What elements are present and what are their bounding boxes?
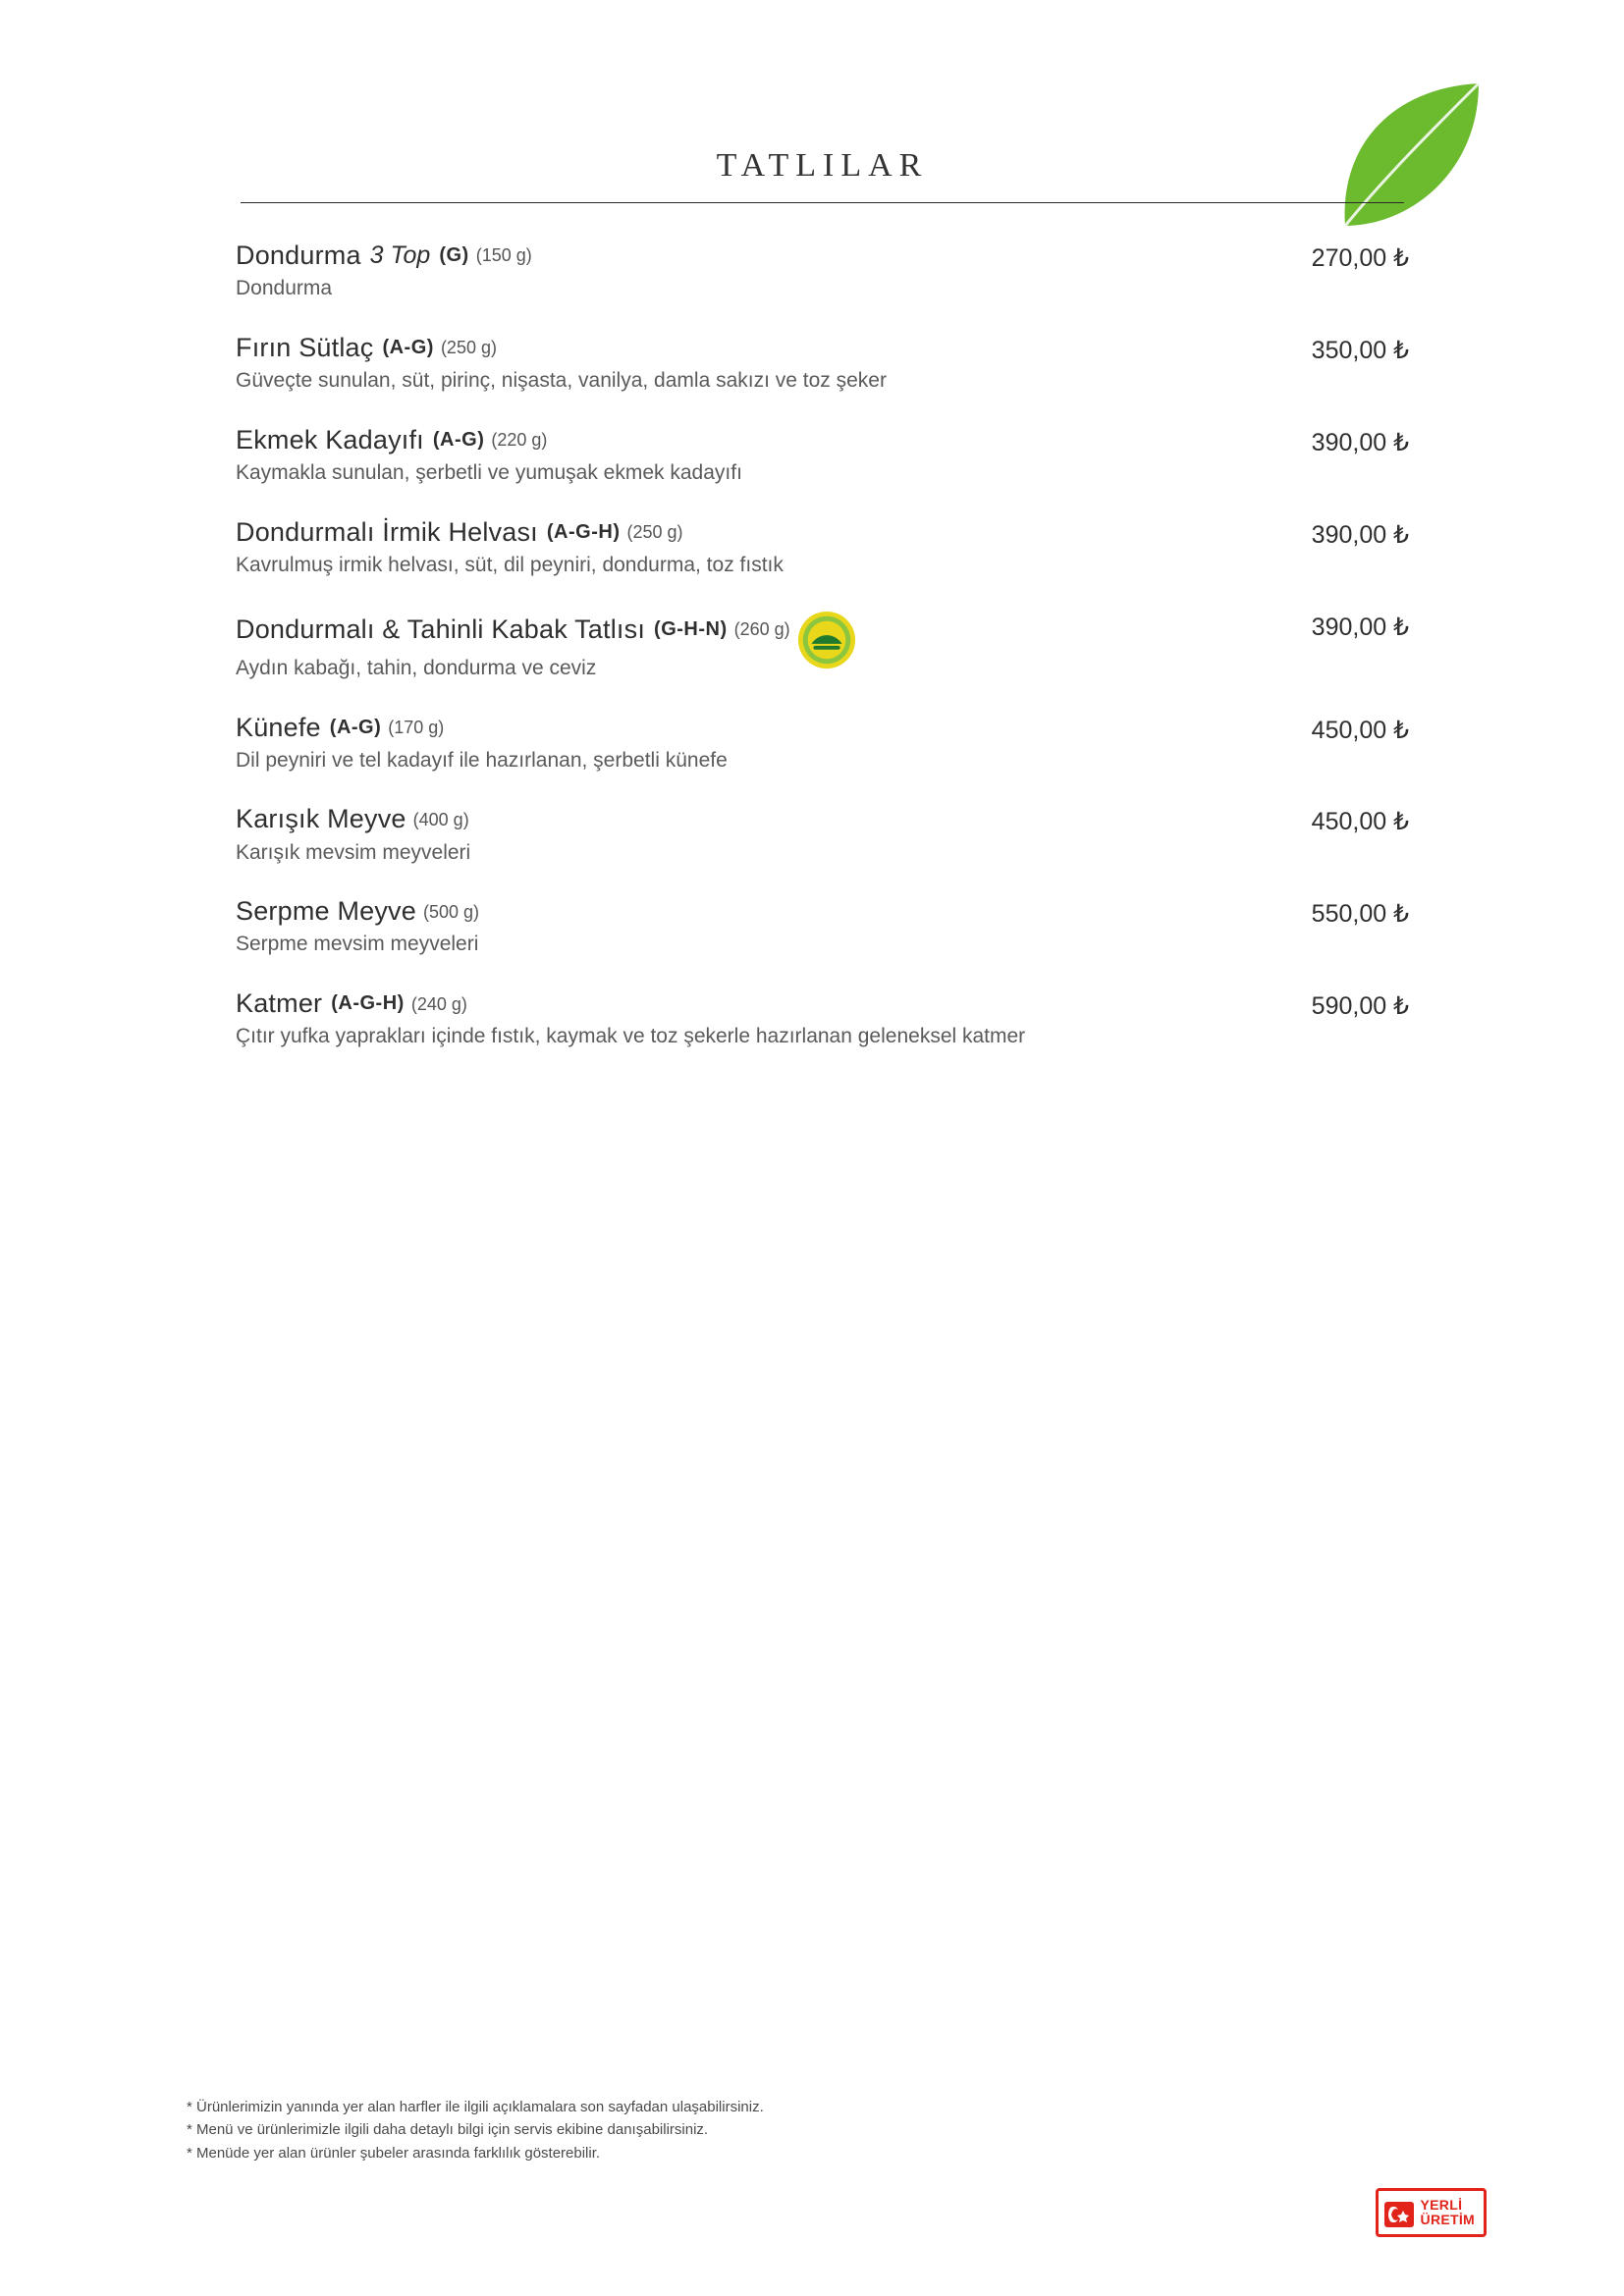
menu-item-title-row <box>236 610 1232 651</box>
menu-item-description: Karışık mevsim meyveleri <box>236 840 471 864</box>
yerli-uretim-line1: YERLİ <box>1420 2197 1463 2214</box>
menu-item-description: Kavrulmuş irmik helvası, süt, dil peyniri, dondurma, toz fıstık <box>236 553 784 576</box>
menu-item-title-row <box>236 988 1232 1019</box>
menu-item-price: 350,00 ₺ <box>1311 336 1409 364</box>
menu-item-price: 590,00 ₺ <box>1311 992 1409 1021</box>
menu-item-title-row <box>236 804 1232 834</box>
footnote-allergens: * Ürünlerimizin yanında yer alan harfler ile ilgili açıklamalara son sayfadan ulaşabilirsiniz. <box>187 2099 764 2115</box>
menu-item <box>236 988 1409 1050</box>
menu-item-info <box>236 804 1262 866</box>
menu-item-name: Katmer <box>236 988 323 1019</box>
yerli-uretim-line2: ÜRETİM <box>1420 2212 1475 2227</box>
menu-item-name: Fırın Sütlaç <box>236 332 374 362</box>
menu-item-weight: (260 g) <box>733 619 790 640</box>
page-header <box>241 147 1404 203</box>
menu-item <box>236 804 1409 866</box>
menu-item-description: Aydın kabağı, tahin, dondurma ve ceviz <box>236 656 597 679</box>
menu-list <box>236 240 1409 1081</box>
menu-item-weight: (250 g) <box>626 521 683 542</box>
menu-item <box>236 517 1409 579</box>
menu-item-name-variant: 3 Top <box>369 241 431 270</box>
menu-item-info <box>236 988 1262 1050</box>
menu-item-allergens: (A-G) <box>329 716 382 738</box>
menu-item <box>236 240 1409 302</box>
header-divider <box>241 202 1404 203</box>
menu-item-description: Dondurma <box>236 277 333 300</box>
menu-item-name: Dondurma <box>236 240 361 270</box>
menu-item-name: Dondurmalı İrmik Helvası <box>236 516 538 547</box>
menu-item-weight: (150 g) <box>475 245 532 266</box>
menu-item <box>236 896 1409 958</box>
menu-item-description: Dil peyniri ve tel kadayıf ile hazırlanan, şerbetli künefe <box>236 748 728 772</box>
yerli-uretim-logo <box>1376 2188 1487 2237</box>
menu-item-info <box>236 610 1262 682</box>
menu-item-price: 390,00 ₺ <box>1311 520 1409 549</box>
menu-item-title-row <box>236 896 1232 927</box>
menu-item-weight: (240 g) <box>410 993 467 1014</box>
menu-item-info <box>236 713 1262 774</box>
menu-item-name: Karışık Meyve <box>236 804 406 834</box>
menu-item-info <box>236 333 1262 395</box>
menu-item-allergens: (G-H-N) <box>654 618 728 641</box>
menu-item-name: Dondurmalı & Tahinli Kabak Tatlısı <box>236 614 646 645</box>
menu-item-weight: (170 g) <box>388 717 445 737</box>
menu-item-title-row <box>236 713 1232 743</box>
menu-item-allergens: (A-G-H) <box>331 992 405 1015</box>
menu-item-allergens: (A-G) <box>432 428 485 451</box>
menu-item <box>236 713 1409 774</box>
menu-item-allergens: (A-G-H) <box>546 520 621 543</box>
menu-item-title-row <box>236 425 1232 455</box>
menu-item-weight: (220 g) <box>491 430 548 451</box>
menu-item-title-row <box>236 517 1232 548</box>
footnote-branches: * Menüde yer alan ürünler şubeler arasında farklılık gösterebilir. <box>187 2144 601 2162</box>
menu-item-price: 390,00 ₺ <box>1311 428 1409 456</box>
menu-item <box>236 333 1409 395</box>
menu-item-price: 450,00 ₺ <box>1311 808 1409 836</box>
menu-item <box>236 610 1409 682</box>
menu-item-name: Serpme Meyve <box>236 896 416 927</box>
menu-item-price: 390,00 ₺ <box>1311 613 1409 641</box>
vegetarian-seal-icon <box>796 610 857 670</box>
menu-item-title-row <box>236 333 1232 363</box>
menu-item-price: 450,00 ₺ <box>1311 716 1409 744</box>
menu-item-price: 270,00 ₺ <box>1311 244 1409 272</box>
menu-item-info <box>236 517 1262 579</box>
page-title: TATLILAR <box>716 147 929 184</box>
menu-item-description: Kaymakla sunulan, şerbetli ve yumuşak ekmek kadayıfı <box>236 460 742 484</box>
menu-item-info <box>236 896 1262 958</box>
menu-item-weight: (400 g) <box>412 809 469 829</box>
menu-item-info <box>236 425 1262 487</box>
menu-item-description: Serpme mevsim meyveleri <box>236 933 479 956</box>
menu-item-name: Künefe <box>236 712 321 742</box>
menu-item-description: Güveçte sunulan, süt, pirinç, nişasta, vanilya, damla sakızı ve toz şeker <box>236 368 887 392</box>
menu-item-name: Ekmek Kadayıfı <box>236 424 424 454</box>
menu-item-info <box>236 240 1262 302</box>
menu-item-description: Çıtır yufka yaprakları içinde fıstık, kaymak ve toz şekerle hazırlanan geleneksel katmer <box>236 1025 1026 1048</box>
menu-item-allergens: (A-G) <box>382 336 434 358</box>
footnote-service: * Menü ve ürünlerimizle ilgili daha detaylı bilgi için servis ekibine danışabilirsiniz. <box>187 2121 709 2139</box>
menu-item-price: 550,00 ₺ <box>1311 900 1409 929</box>
turkish-flag-hand-icon <box>1384 2196 1414 2229</box>
menu-item-weight: (250 g) <box>440 338 497 358</box>
menu-item-title-row <box>236 240 1232 271</box>
footnotes <box>187 2096 1168 2164</box>
yerli-uretim-text <box>1421 2198 1475 2226</box>
menu-item <box>236 425 1409 487</box>
menu-item-allergens: (G) <box>439 244 469 267</box>
menu-item-weight: (500 g) <box>422 901 480 922</box>
